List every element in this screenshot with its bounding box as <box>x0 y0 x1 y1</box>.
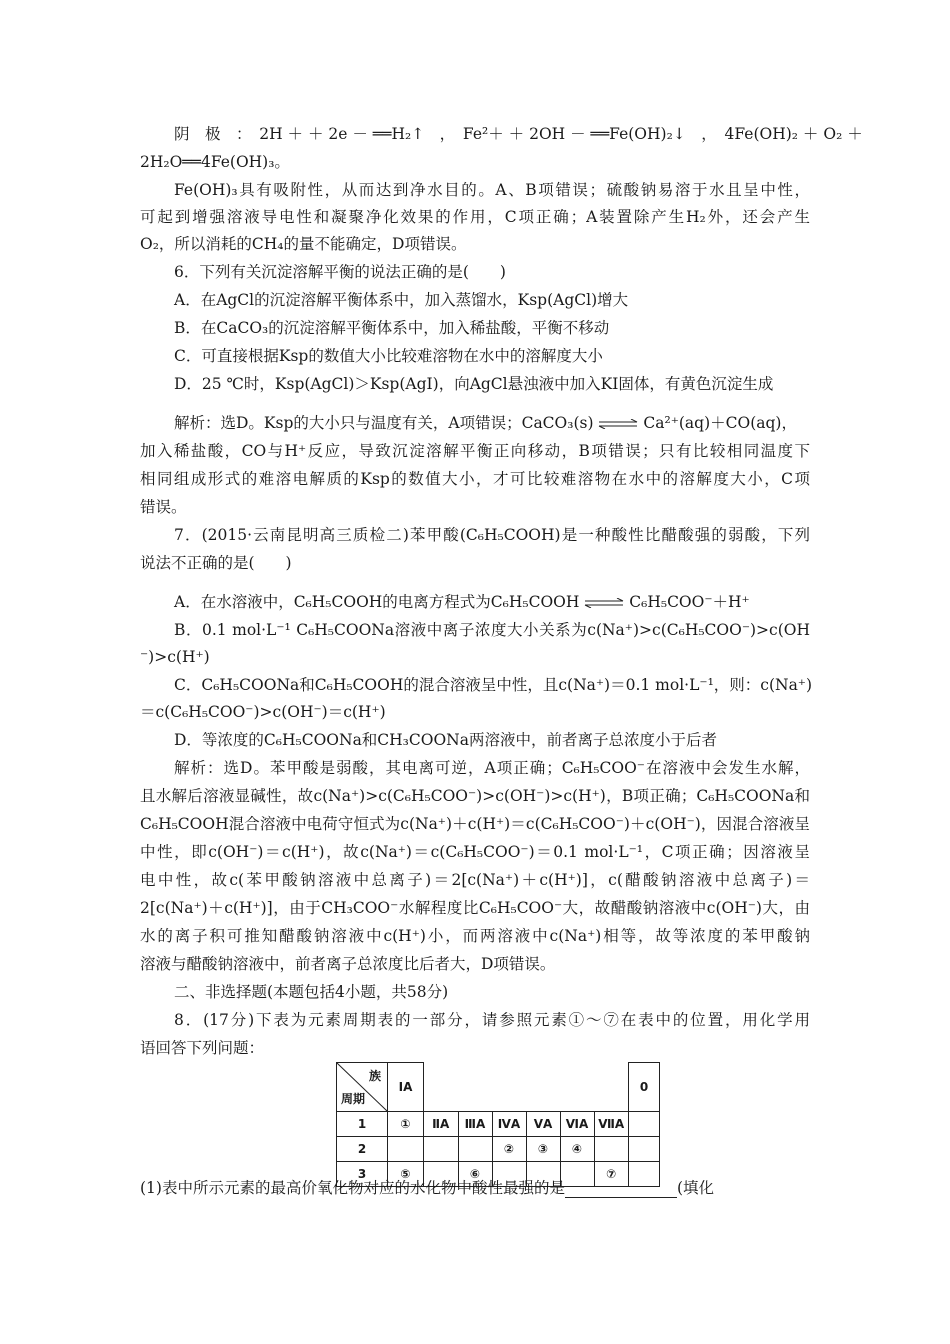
text-line: O₂，所以消耗的CH₄的量不能确定，D项错误。 <box>140 235 467 253</box>
option-b: B．在CaCO₃的沉淀溶解平衡体系中，加入稀盐酸，平衡不移动 <box>174 319 610 337</box>
text-line: 水的离子积可推知醋酸钠溶液中c(H⁺)小，而两溶液中c(Na⁺)相等，故等浓度的苯甲酸钠 <box>140 927 810 945</box>
period-cell: 2 <box>337 1137 388 1162</box>
col-header: ⅣA <box>492 1112 526 1137</box>
question-7-stem: 7．(2015·云南昆明高三质检二)苯甲酸(C₆H₅COOH)是一种酸性比醋酸强的弱酸，下列 <box>174 526 810 544</box>
option-a <box>174 592 810 612</box>
col-header: 0 <box>629 1063 660 1112</box>
col-header: ⅡA <box>424 1112 459 1137</box>
equilibrium-arrow-icon <box>584 598 624 608</box>
element-cell: ① <box>388 1112 424 1137</box>
blank-cell <box>594 1063 629 1112</box>
element-cell: ③ <box>526 1137 560 1162</box>
col-header: ⅥA <box>560 1112 594 1137</box>
section-heading: 二、非选择题(本题包括4小题，共58分) <box>174 983 449 1001</box>
text-line: 语回答下列问题： <box>140 1039 265 1057</box>
blank-cell <box>526 1063 560 1112</box>
text-line: 加入稀盐酸，CO与H⁺反应，导致沉淀溶解平衡正向移动，B项错误；只有比较相同温度下 <box>140 442 810 460</box>
table-header-row <box>337 1063 660 1112</box>
option-c: C．可直接根据Ksp的数值大小比较难溶物在水中的溶解度大小 <box>174 347 603 365</box>
text-line: 阴 极 ： 2H ＋ ＋ 2e － ══H₂↑ ， Fe²＋ ＋ 2OH － ══Fe(OH)₂↓ ， 4Fe(OH)₂ ＋ O₂ ＋ <box>174 125 863 143</box>
blank-cell <box>458 1063 492 1112</box>
element-cell: ⑤ <box>388 1162 424 1187</box>
element-cell <box>458 1137 492 1162</box>
text-line: 可起到增强溶液导电性和凝聚净化效果的作用，C项正确；A装置除产生H₂外，还会产生 <box>140 208 810 226</box>
text-line: ＝c(C₆H₅COO⁻)>c(OH⁻)＝c(H⁺) <box>140 703 386 721</box>
text-line: 溶液与醋酸钠溶液中，前者离子总浓度比后者大，D项错误。 <box>140 955 556 973</box>
blank-cell <box>492 1063 526 1112</box>
text-line: 且水解后溶液显碱性，故c(Na⁺)>c(C₆H₅COO⁻)>c(OH⁻)>c(H⁺)，B项正确；C₆H₅COONa和 <box>140 787 810 805</box>
answer-blank[interactable] <box>565 1183 677 1198</box>
blank-cell <box>560 1063 594 1112</box>
option-d: D．等浓度的C₆H₅COONa和CH₃COONa两溶液中，前者离子总浓度小于后者 <box>174 731 717 749</box>
group-label: 族 <box>368 1069 381 1083</box>
question-8-stem: 8．(17分)下表为元素周期表的一部分，请参照元素①～⑦在表中的位置，用化学用 <box>174 1011 810 1029</box>
table-corner-cell <box>337 1063 388 1112</box>
option-d: D．25 ℃时，Ksp(AgCl)＞Ksp(AgI)，向AgCl悬浊液中加入KI固体，有黄色沉淀生成 <box>174 375 774 393</box>
option-b: B．0.1 mol·L⁻¹ C₆H₅COONa溶液中离子浓度大小关系为c(Na⁺)>c(C₆H₅COO⁻)>c(OH <box>174 621 810 639</box>
question-text: (填化 <box>676 1179 715 1197</box>
option-text: A．在水溶液中，C₆H₅COOH的电离方程式为C₆H₅COOH <box>174 593 580 611</box>
analysis-text: 解析：选D。Ksp的大小只与温度有关，A项错误；CaCO₃(s) <box>174 414 594 432</box>
text-line: Fe(OH)₃具有吸附性，从而达到净水目的。A、B项错误；硫酸钠易溶于水且呈中性， <box>174 181 810 199</box>
text-line: 相同组成形式的难溶电解质的Ksp的数值大小，才可比较难溶物在水中的溶解度大小，C项 <box>140 470 810 488</box>
text-line: 2H₂O══4Fe(OH)₃。 <box>140 153 290 171</box>
element-cell: ④ <box>560 1137 594 1162</box>
col-header: ⅠA <box>388 1063 424 1112</box>
question-8-part-1 <box>140 1178 810 1198</box>
text-line: 电中性，故c(苯甲酸钠溶液中总离子)＝2[c(Na⁺)＋c(H⁺)]，c(醋酸钠溶液中总离子)＝ <box>140 871 810 889</box>
element-cell <box>388 1137 424 1162</box>
periodic-table <box>336 1062 660 1187</box>
text-line: C₆H₅COOH混合溶液中电荷守恒式为c(Na⁺)＋c(H⁺)＝c(C₆H₅COO⁻)＋c(OH⁻)，因混合溶液呈 <box>140 815 810 833</box>
period-label: 周期 <box>341 1092 366 1106</box>
period-cell: 3 <box>337 1162 388 1187</box>
text-line: 错误。 <box>140 498 187 516</box>
text-line: 中性，即c(OH⁻)＝c(H⁺)，故c(Na⁺)＝c(C₆H₅COO⁻)＝0.1 mol·L⁻¹，C项正确；因溶液呈 <box>140 843 810 861</box>
col-header: ⅦA <box>594 1112 629 1137</box>
period-cell: 1 <box>337 1112 388 1137</box>
element-cell: ② <box>492 1137 526 1162</box>
option-text: C₆H₅COO⁻＋H⁺ <box>629 593 750 611</box>
col-header: ⅤA <box>526 1112 560 1137</box>
table-row <box>337 1137 660 1162</box>
text-line: 2[c(Na⁺)＋c(H⁺)]，由于CH₃COO⁻水解程度比C₆H₅COO⁻大，故醋酸钠溶液中c(OH⁻)大，由 <box>140 899 810 917</box>
element-cell <box>424 1137 459 1162</box>
element-cell <box>629 1112 660 1137</box>
option-a: A．在AgCl的沉淀溶解平衡体系中，加入蒸馏水，Ksp(AgCl)增大 <box>174 291 629 309</box>
analysis-text: Ca²⁺(aq)＋CO(aq)， <box>643 414 797 432</box>
element-cell <box>594 1137 629 1162</box>
table-row <box>337 1112 660 1137</box>
element-cell: ⑦ <box>594 1162 629 1187</box>
text-line: 说法不正确的是( ) <box>140 554 292 572</box>
question-text: (1)表中所示元素的最高价氧化物对应的水化物中酸性最强的是 <box>140 1179 565 1197</box>
blank-cell <box>424 1063 459 1112</box>
option-c: C．C₆H₅COONa和C₆H₅COOH的混合溶液呈中性，且c(Na⁺)＝0.1 mol·L⁻¹，则：c(Na⁺) <box>174 676 813 694</box>
col-header: ⅢA <box>458 1112 492 1137</box>
equilibrium-arrow-icon <box>598 419 638 429</box>
analysis-line: 解析：选D。苯甲酸是弱酸，其电离可逆，A项正确；C₆H₅COO⁻在溶液中会发生水解， <box>174 759 810 777</box>
question-6-stem: 6．下列有关沉淀溶解平衡的说法正确的是( ) <box>174 263 506 281</box>
element-cell: ⑥ <box>458 1162 492 1187</box>
text-line: ⁻)>c(H⁺) <box>140 648 210 666</box>
element-cell <box>629 1137 660 1162</box>
analysis-line <box>174 413 810 433</box>
